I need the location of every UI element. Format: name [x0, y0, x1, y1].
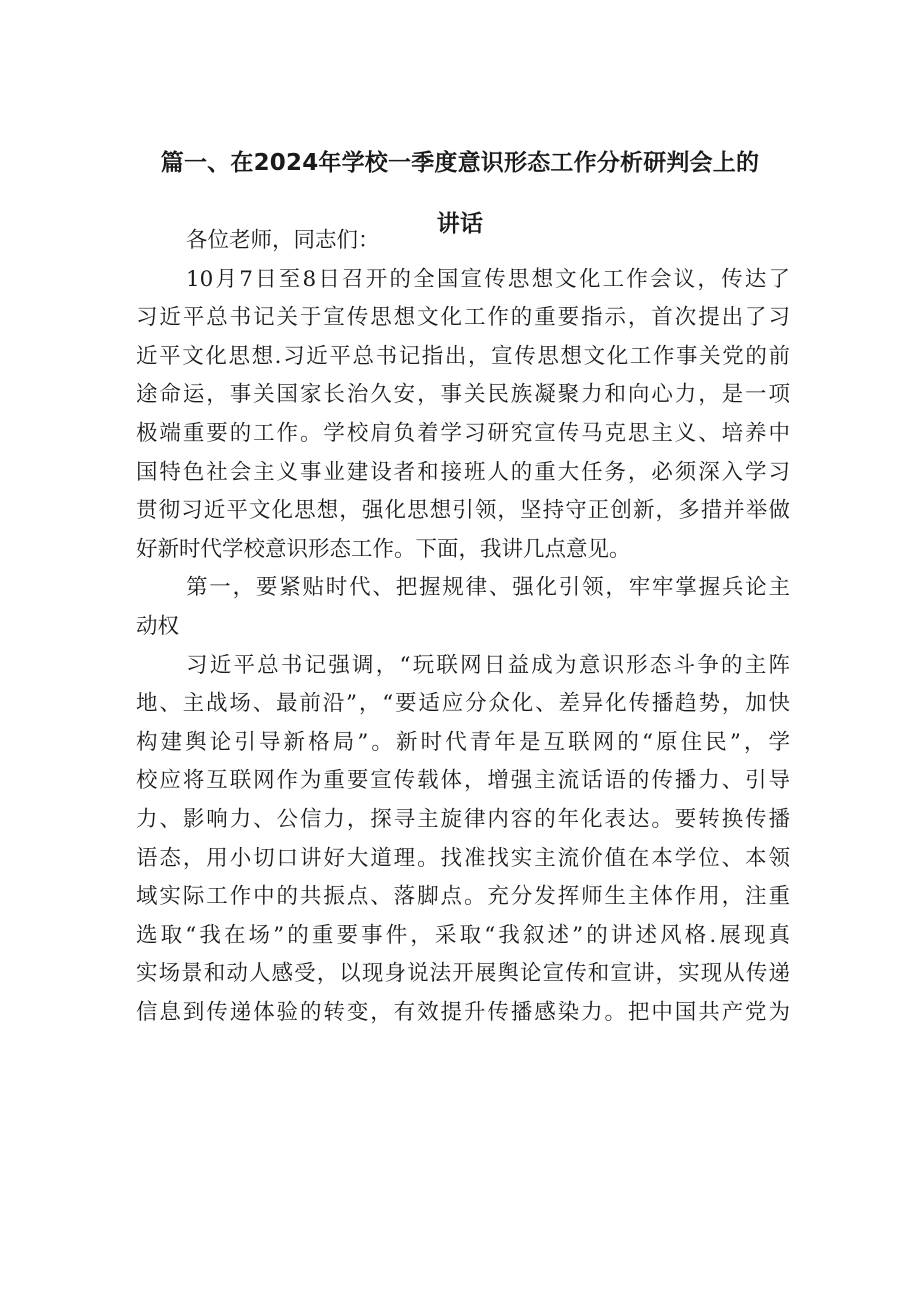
- paragraph-line: 力、影响力、公信力，探寻主旋律内容的年化表达。要转换传播: [136, 806, 790, 832]
- paragraph-line: 10月7日至8日召开的全国宣传思想文化工作会议，传达了: [186, 266, 790, 292]
- section-heading-line: 动权: [136, 613, 180, 639]
- paragraph-line: 语态，用小切口讲好大道理。找准找实主流价值在本学位、本领: [136, 845, 790, 871]
- paragraph-line: 极端重要的工作。学校肩负着学习研究宣传马克思主义、培养中: [136, 420, 790, 446]
- paragraph-line: 信息到传递体验的转变，有效提升传播感染力。把中国共产党为: [136, 999, 790, 1025]
- paragraph-line: 近平文化思想.习近平总书记指出，宣传思想文化工作事关党的前: [136, 343, 790, 369]
- salutation: 各位老师，同志们：: [186, 228, 380, 253]
- document-title-line-2: 讲话: [436, 211, 484, 237]
- paragraph-line: 习近平总书记关于宣传思想文化工作的重要指示，首次提出了习: [136, 305, 790, 331]
- document-body: [136, 222, 790, 1032]
- paragraph-line: 贯彻习近平文化思想，强化思想引领，坚持守正创新，多措并举做: [136, 498, 790, 524]
- document-title-line-1: 篇一、在2024年学校一季度意识形态工作分析研判会上的: [160, 150, 760, 176]
- paragraph-line: 实场景和动人感受，以现身说法开展舆论宣传和宣讲，实现从传递: [136, 961, 790, 987]
- paragraph-line: 地、主战场、最前沿”，“要适应分众化、差异化传播趋势，加快: [136, 691, 790, 717]
- section-heading-line: 第一，要紧贴时代、把握规律、强化引领，牢牢掌握兵论主: [186, 575, 790, 601]
- paragraph-line: 校应将互联网作为重要宣传载体，增强主流话语的传播力、引导: [136, 768, 790, 794]
- paragraph-line: 选取“我在场”的重要事件，采取“我叙述”的讲述风格.展现真: [136, 922, 790, 948]
- paragraph-line: 好新时代学校意识形态工作。下面，我讲几点意见。: [136, 536, 631, 562]
- paragraph-line: 途命运，事关国家长治久安，事关民族凝聚力和向心力，是一项: [136, 382, 790, 408]
- paragraph-line: 构建舆论引导新格局”。新时代青年是互联网的“原住民”，学: [136, 729, 790, 755]
- paragraph-line: 国特色社会主义事业建设者和接班人的重大任务，必须深入学习: [136, 459, 790, 485]
- paragraph-line: 域实际工作中的共振点、落脚点。充分发挥师生主体作用，注重: [136, 884, 790, 910]
- paragraph-line: 习近平总书记强调，“玩联网日益成为意识形态斗争的主阵: [186, 652, 790, 678]
